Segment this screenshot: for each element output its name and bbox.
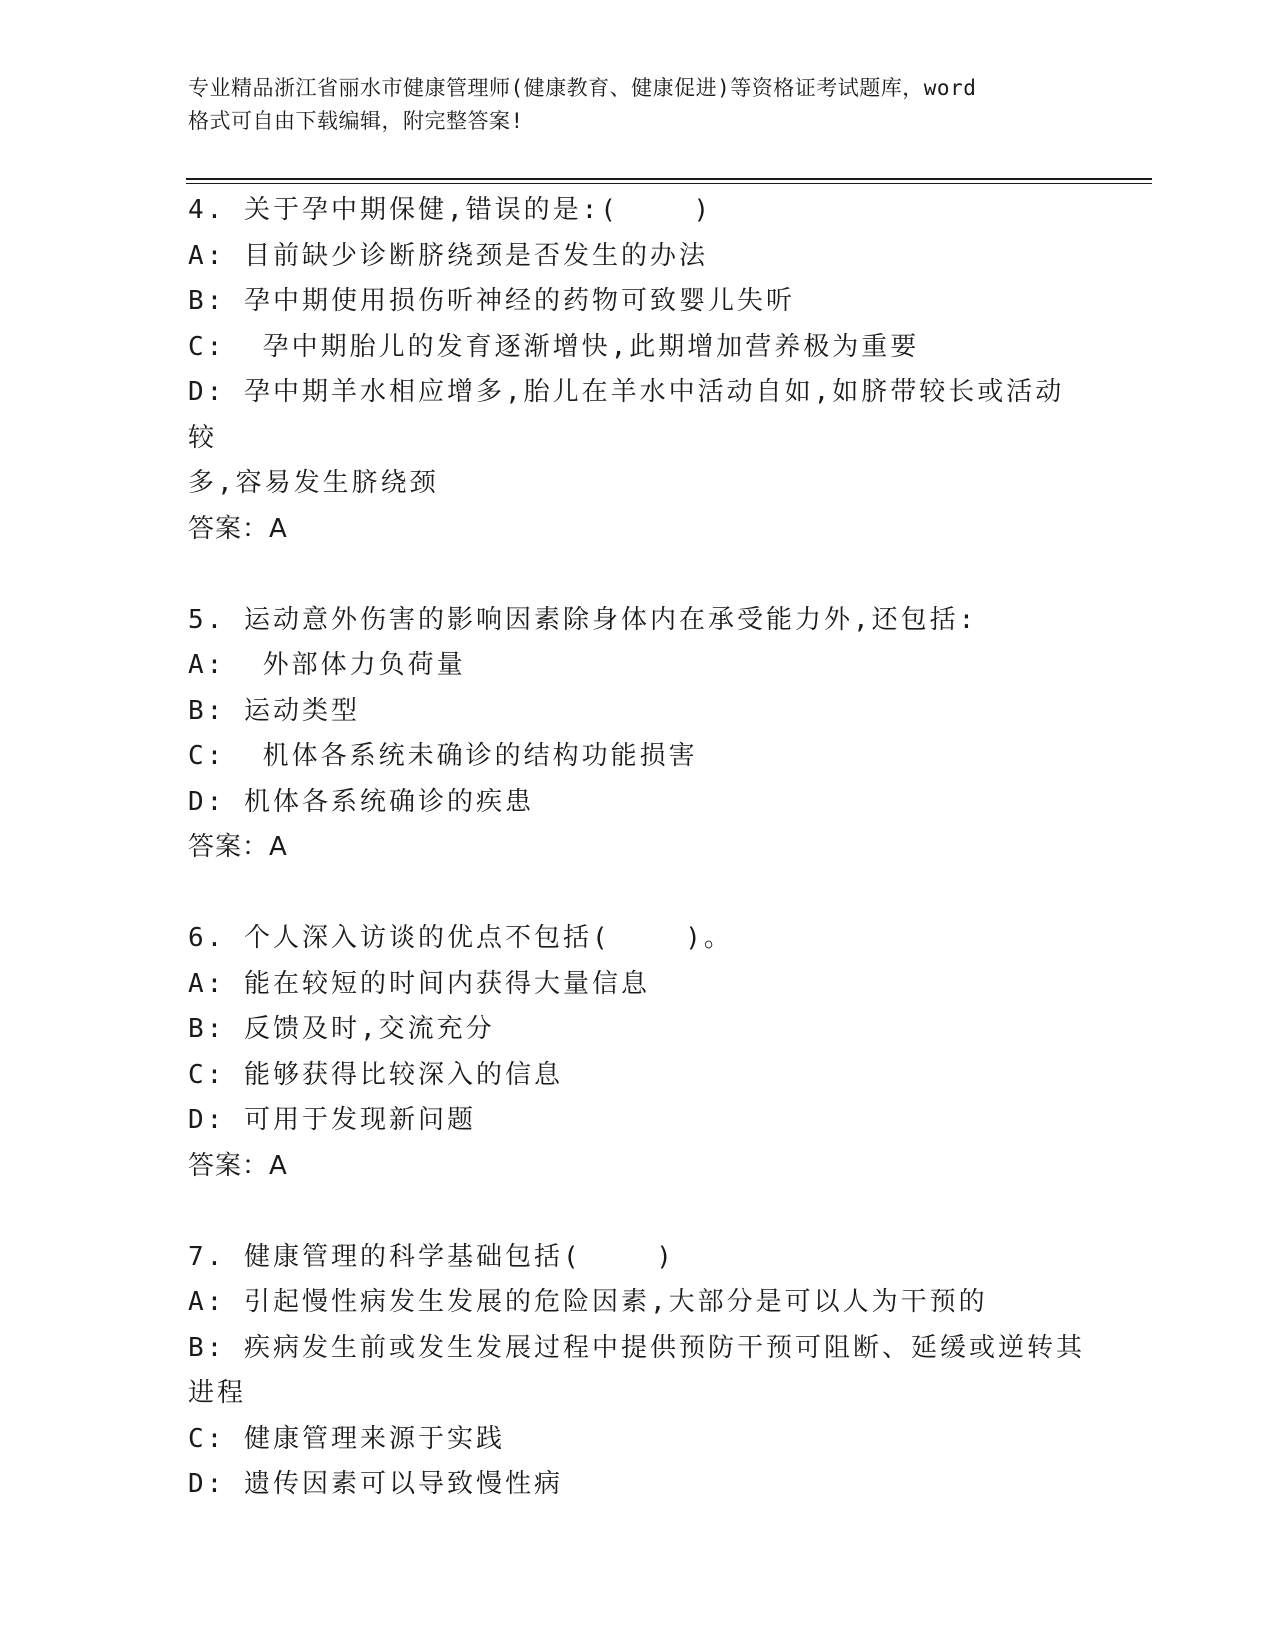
question-text: 6. 个人深入访谈的优点不包括( )。 — [188, 923, 733, 953]
header-divider-thick — [186, 178, 1152, 180]
answer: 答案：A — [188, 513, 288, 544]
option-a: A: 目前缺少诊断脐绕颈是否发生的办法 — [188, 240, 708, 271]
spacer — [188, 552, 1088, 598]
option-a: A: 引起慢性病发生发展的危险因素,大部分是可以人为干预的 — [188, 1287, 988, 1317]
answer: 答案：A — [188, 832, 288, 862]
option-b: B: 孕中期使用损伤听神经的药物可致婴儿失听 — [188, 286, 795, 316]
question-block-4 — [188, 188, 1088, 552]
option-c: C: 孕中期胎儿的发育逐渐增快,此期增加营养极为重要 — [188, 331, 920, 362]
question-block-7 — [188, 1235, 1088, 1508]
option-b: B: 疾病发生前或发生发展过程中提供预防干预可阻断、延缓或逆转其 — [188, 1332, 1085, 1363]
header-line-2: 格式可自由下载编辑，附完整答案! — [188, 109, 524, 133]
question-block-5 — [188, 598, 1088, 871]
option-b-continued: 进程 — [188, 1378, 247, 1408]
option-d-continued: 多,容易发生脐绕颈 — [188, 468, 439, 498]
option-c: C: 能够获得比较深入的信息 — [188, 1059, 563, 1090]
option-d: D: 可用于发现新问题 — [188, 1105, 476, 1135]
header-divider-thin — [186, 183, 1152, 184]
option-c: C: 机体各系统未确诊的结构功能损害 — [188, 741, 698, 771]
document-header — [188, 72, 1088, 138]
question-list — [188, 188, 1088, 1508]
option-a: A: 能在较短的时间内获得大量信息 — [188, 968, 650, 999]
option-d: D: 孕中期羊水相应增多,胎儿在羊水中活动自如,如脐带较长或活动较 — [188, 377, 1065, 453]
question-text: 7. 健康管理的科学基础包括( ) — [188, 1241, 675, 1272]
question-text: 5. 运动意外伤害的影响因素除身体内在承受能力外,还包括: — [188, 604, 978, 635]
option-b: B: 反馈及时,交流充分 — [188, 1014, 495, 1044]
option-d: D: 遗传因素可以导致慢性病 — [188, 1469, 563, 1499]
option-c: C: 健康管理来源于实践 — [188, 1423, 505, 1454]
spacer — [188, 871, 1088, 917]
option-a: A: 外部体力负荷量 — [188, 650, 466, 680]
answer: 答案：A — [188, 1150, 288, 1181]
question-block-6 — [188, 916, 1088, 1189]
option-b: B: 运动类型 — [188, 695, 360, 726]
question-text: 4. 关于孕中期保健,错误的是:( ) — [188, 195, 713, 225]
spacer — [188, 1189, 1088, 1235]
option-d: D: 机体各系统确诊的疾患 — [188, 786, 534, 817]
header-line-1: 专业精品浙江省丽水市健康管理师(健康教育、健康促进)等资格证考试题库，word — [188, 76, 977, 100]
